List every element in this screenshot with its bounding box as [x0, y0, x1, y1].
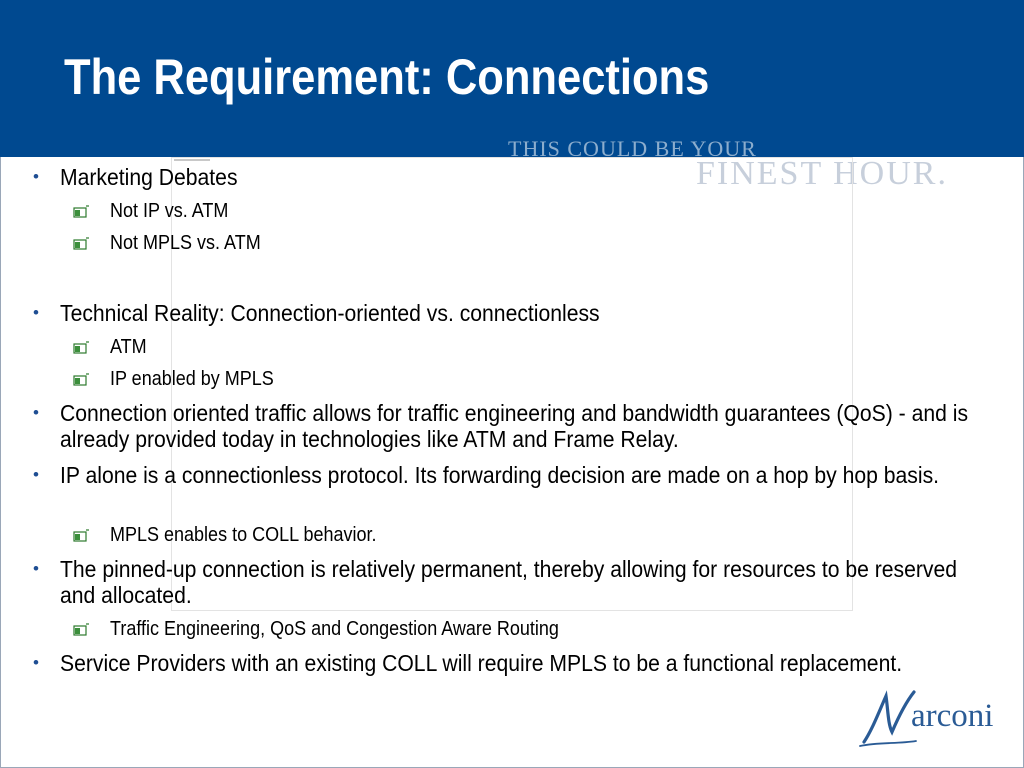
bullet-item: The pinned-up connection is relatively permanent, thereby allowing for resources to be reserved and allocated. — [60, 556, 958, 608]
bullet-icon: • — [33, 653, 39, 672]
logo-m-icon — [858, 684, 918, 750]
sub-bullet-item: Not IP vs. ATM — [110, 200, 229, 222]
folder-bullet-icon — [71, 522, 91, 548]
sub-bullet-item: IP enabled by MPLS — [110, 368, 274, 390]
folder-bullet-icon — [71, 366, 91, 392]
sub-bullet-item: Not MPLS vs. ATM — [110, 232, 261, 254]
sub-bullet-item: ATM — [110, 336, 147, 358]
bullet-item: Connection oriented traffic allows for traffic engineering and bandwidth guarantees (QoS) - and is already provided today in technologies like ATM and Frame Relay. — [60, 400, 969, 452]
marconi-logo — [858, 684, 1004, 750]
bullet-icon: • — [33, 167, 39, 186]
logo-text: arconi — [911, 698, 994, 734]
folder-bullet-icon — [71, 230, 91, 256]
bullet-item: Marketing Debates — [60, 164, 238, 190]
sub-bullet-item: MPLS enables to COLL behavior. — [110, 524, 377, 546]
bullet-item: IP alone is a connectionless protocol. Its forwarding decision are made on a hop by hop basis. — [60, 462, 940, 488]
tagline-main: FINEST HOUR. — [696, 155, 948, 192]
folder-bullet-icon — [71, 616, 91, 642]
bullet-icon: • — [33, 303, 39, 322]
bullet-icon: • — [33, 403, 39, 422]
folder-bullet-icon — [71, 334, 91, 360]
bullet-icon: • — [33, 465, 39, 484]
bullet-item: Service Providers with an existing COLL will require MPLS to be a functional replacement. — [60, 650, 903, 676]
bullet-item: Technical Reality: Connection-oriented vs. connectionless — [60, 300, 600, 326]
sub-bullet-item: Traffic Engineering, QoS and Congestion Aware Routing — [110, 618, 559, 640]
slide-title: The Requirement: Connections — [64, 49, 710, 105]
folder-bullet-icon — [71, 198, 91, 224]
bullet-icon: • — [33, 559, 39, 578]
tagline-top: THIS COULD BE YOUR — [508, 136, 757, 161]
